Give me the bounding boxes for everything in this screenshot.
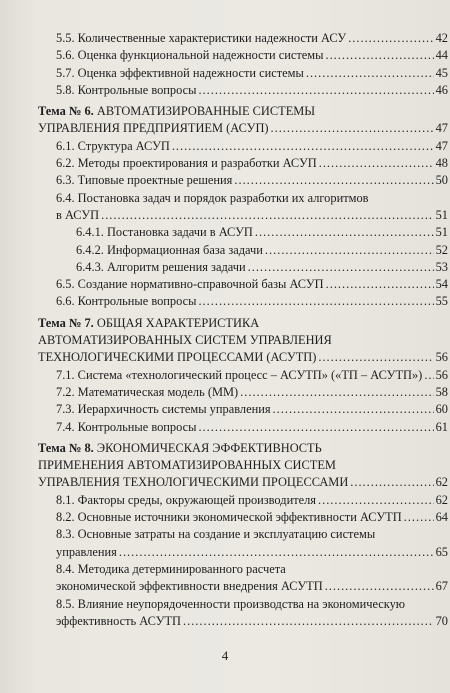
toc-entry-6-4-2[interactable]: 6.4.2. Информационная база задачи ..... 52 — [38, 242, 448, 259]
toc-entry-6-5[interactable]: 6.5. Создание нормативно-справочной базы АСУП ..... 54 — [38, 276, 448, 293]
table-of-contents — [38, 30, 448, 630]
toc-entry-7-1[interactable]: 7.1. Система «технологический процесс – АСУТП» («ТП – АСУТП») ..... 56 — [38, 367, 448, 384]
toc-entry-6-6[interactable]: 6.6. Контрольные вопросы ..... 55 — [38, 293, 448, 310]
toc-entry-6-1[interactable]: 6.1. Структура АСУП ..... 47 — [38, 138, 448, 155]
toc-entry-6-4[interactable]: 6.4. Постановка задач и порядок разработки их алгоритмов в АСУП ..... 51 — [38, 190, 448, 225]
toc-entry-6-4-3[interactable]: 6.4.3. Алгоритм решения задачи ..... 53 — [38, 259, 448, 276]
toc-entry-8-5[interactable]: 8.5. Влияние неупорядоченности производства на экономическую эффективность АСУТП ..... 70 — [38, 596, 448, 631]
toc-entry-8-1[interactable]: 8.1. Факторы среды, окружающей производителя ..... 62 — [38, 492, 448, 509]
toc-entry-7-2[interactable]: 7.2. Математическая модель (ММ) ..... 58 — [38, 384, 448, 401]
toc-entry-6-3[interactable]: 6.3. Типовые проектные решения ..... 50 — [38, 172, 448, 189]
toc-entry-8-2[interactable]: 8.2. Основные источники экономической эффективности АСУТП ..... 64 — [38, 509, 448, 526]
toc-entry-5-6[interactable]: 5.6. Оценка функциональной надежности системы ..... 44 — [38, 47, 448, 64]
topic-8-heading[interactable]: Тема № 8. ЭКОНОМИЧЕСКАЯ ЭФФЕКТИВНОСТЬ ПРИМЕНЕНИЯ АВТОМАТИЗИРОВАННЫХ СИСТЕМ УПРАВЛЕНИЯ ТЕХНОЛОГИЧЕСКИМИ ПРОЦЕССАМИ ..... 62 — [38, 440, 448, 492]
toc-entry-5-5[interactable]: 5.5. Количественные характеристики надежности АСУ ..... 42 — [38, 30, 448, 47]
toc-entry-6-2[interactable]: 6.2. Методы проектирования и разработки АСУП ..... 48 — [38, 155, 448, 172]
toc-entry-5-8[interactable]: 5.8. Контрольные вопросы ..... 46 — [38, 82, 448, 99]
page-number: 4 — [221, 648, 229, 663]
toc-entry-7-3[interactable]: 7.3. Иерархичность системы управления ..... 60 — [38, 401, 448, 418]
toc-entry-8-4[interactable]: 8.4. Методика детерминированного расчета экономической эффективности внедрения АСУТП ..... 67 — [38, 561, 448, 596]
topic-6-heading[interactable]: Тема № 6. АВТОМАТИЗИРОВАННЫЕ СИСТЕМЫ УПРАВЛЕНИЯ ПРЕДПРИЯТИЕМ (АСУП) ..... 47 — [38, 103, 448, 138]
toc-entry-7-4[interactable]: 7.4. Контрольные вопросы ..... 61 — [38, 419, 448, 436]
toc-entry-5-7[interactable]: 5.7. Оценка эффективной надежности системы ..... 45 — [38, 65, 448, 82]
topic-7-heading[interactable]: Тема № 7. ОБЩАЯ ХАРАКТЕРИСТИКА АВТОМАТИЗИРОВАННЫХ СИСТЕМ УПРАВЛЕНИЯ ТЕХНОЛОГИЧЕСКИМИ ПРОЦЕССАМИ (АСУТП) ..... 56 — [38, 315, 448, 367]
toc-entry-6-4-1[interactable]: 6.4.1. Постановка задачи в АСУП ..... 51 — [38, 224, 448, 241]
toc-entry-8-3[interactable]: 8.3. Основные затраты на создание и эксплуатацию системы управления ..... 65 — [38, 526, 448, 561]
